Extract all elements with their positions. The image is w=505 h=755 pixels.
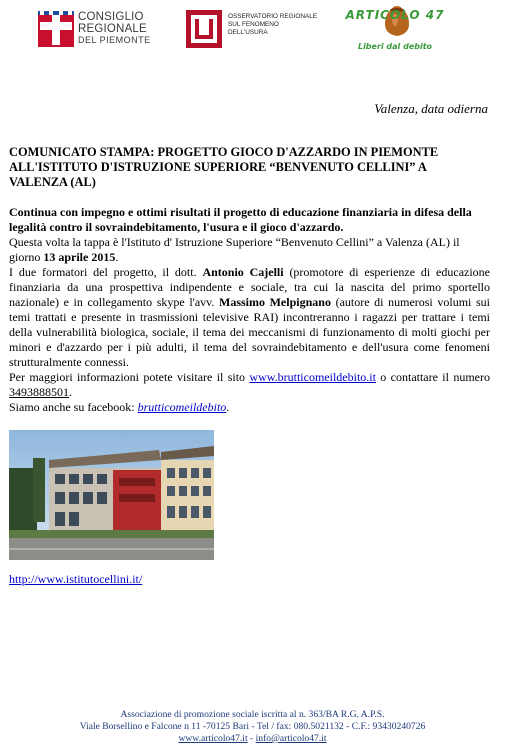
trainers-text-b: (promotore di esperienze di educazione finanziaria da una prospettiva indipendente e sociale, tra cui la nascita del primo sportello nazionale) e in collegamento skype l'avv. [9, 265, 491, 309]
logo2-line3: DELL'USURA [228, 29, 268, 36]
logo3-title: ARTICOLO 47 [345, 8, 445, 22]
footer [0, 709, 505, 745]
footer-line1: Associazione di promozione sociale iscritta al n. 363/BA R.G. A.P.S. [120, 709, 385, 720]
logo1-line1: CONSIGLIO [78, 11, 144, 23]
facebook-end: . [226, 400, 230, 414]
website-link[interactable]: www.brutticomeildebito.it [249, 370, 376, 384]
osservatorio-logo [186, 10, 318, 50]
paragraph-info [9, 370, 490, 400]
school-website-link[interactable]: http://www.istitutocellini.it/ [9, 572, 143, 586]
school-building-image [9, 430, 214, 560]
logo2-line1: OSSERVATORIO REGIONALE [228, 13, 318, 20]
school-building-photo [9, 430, 214, 560]
dateline: Valenza, data odierna [374, 101, 488, 116]
trainer-name-2: Massimo Melpignano [219, 295, 331, 309]
paragraph-facebook [9, 400, 490, 415]
press-title-line3: VALENZA (AL) [9, 175, 96, 189]
facebook-link[interactable]: brutticomeildebito [137, 400, 227, 414]
info-end: . [69, 385, 72, 399]
letterhead [0, 0, 505, 60]
paragraph-trainers [9, 265, 490, 370]
footer-line2: Viale Borsellino e Falcone n 11 -70125 Bari - Tel / fax: 080.5021132 - C.F.: 93430240726 [79, 721, 426, 732]
phone-number[interactable]: 3493888501 [9, 385, 69, 399]
footer-line3 [0, 733, 505, 745]
piemonte-shield-icon [37, 10, 75, 48]
info-text-a: Per maggiori informazioni potete visitare il sito [9, 370, 250, 384]
venue-end: . [115, 250, 119, 264]
articolo47-logo [335, 2, 455, 58]
event-date: 13 aprile 2015 [43, 250, 116, 264]
venue-text: Questa volta la tappa è l'Istituto d' Istruzione Superiore “Benvenuto Cellini” a Valenza (AL) il giorno [9, 235, 460, 264]
trainers-text-c: (autore di numerosi volumi sui temi trattati e presente in trasmissioni televisive RAI) incontreranno i ragazzi per trattare i temi della vulnerabilità biologica, sociale, il tema dei meccanismi di funzionamento di molti giochi per minori e d'azzardo per i più adulti, il tema del sovraindebitamento e dell'usura come fenomeni strutturalmente connessi. [9, 295, 490, 369]
info-text-b: o contattare il numero [375, 370, 490, 384]
footer-email-link[interactable]: info@articolo47.it [255, 733, 327, 744]
lead-paragraph: Continua con impegno e ottimi risultati il progetto di educazione finanziaria in difesa della legalità contro il sovraindebitamento, l'usura e il gioco d'azzardo. [9, 205, 472, 234]
logo1-line2: REGIONALE [78, 22, 147, 35]
logo2-line2: SUL FENOMENO [228, 21, 279, 28]
facebook-text: Siamo anche su facebook: [9, 400, 138, 414]
press-title [9, 145, 490, 190]
trainers-text-a: I due formatori del progetto, il dott. [9, 265, 203, 279]
paragraph-venue [9, 235, 490, 265]
osservatorio-mark-icon [186, 10, 222, 48]
consiglio-regionale-logo [37, 10, 162, 50]
footer-web-link[interactable]: www.articolo47.it [178, 733, 248, 744]
logo1-line3: DEL PIEMONTE [78, 35, 151, 45]
trainer-name-1: Antonio Cajelli [202, 265, 284, 279]
footer-separator: - [247, 733, 256, 744]
logo3-subtitle: Liberi dal debito [357, 42, 433, 51]
press-title-line2: ALL'ISTITUTO D'ISTRUZIONE SUPERIORE “BENVENUTO CELLINI” A [9, 160, 427, 174]
press-title-line1: COMUNICATO STAMPA: PROGETTO GIOCO D'AZZARDO IN PIEMONTE [9, 145, 439, 159]
press-release-body [9, 145, 490, 415]
